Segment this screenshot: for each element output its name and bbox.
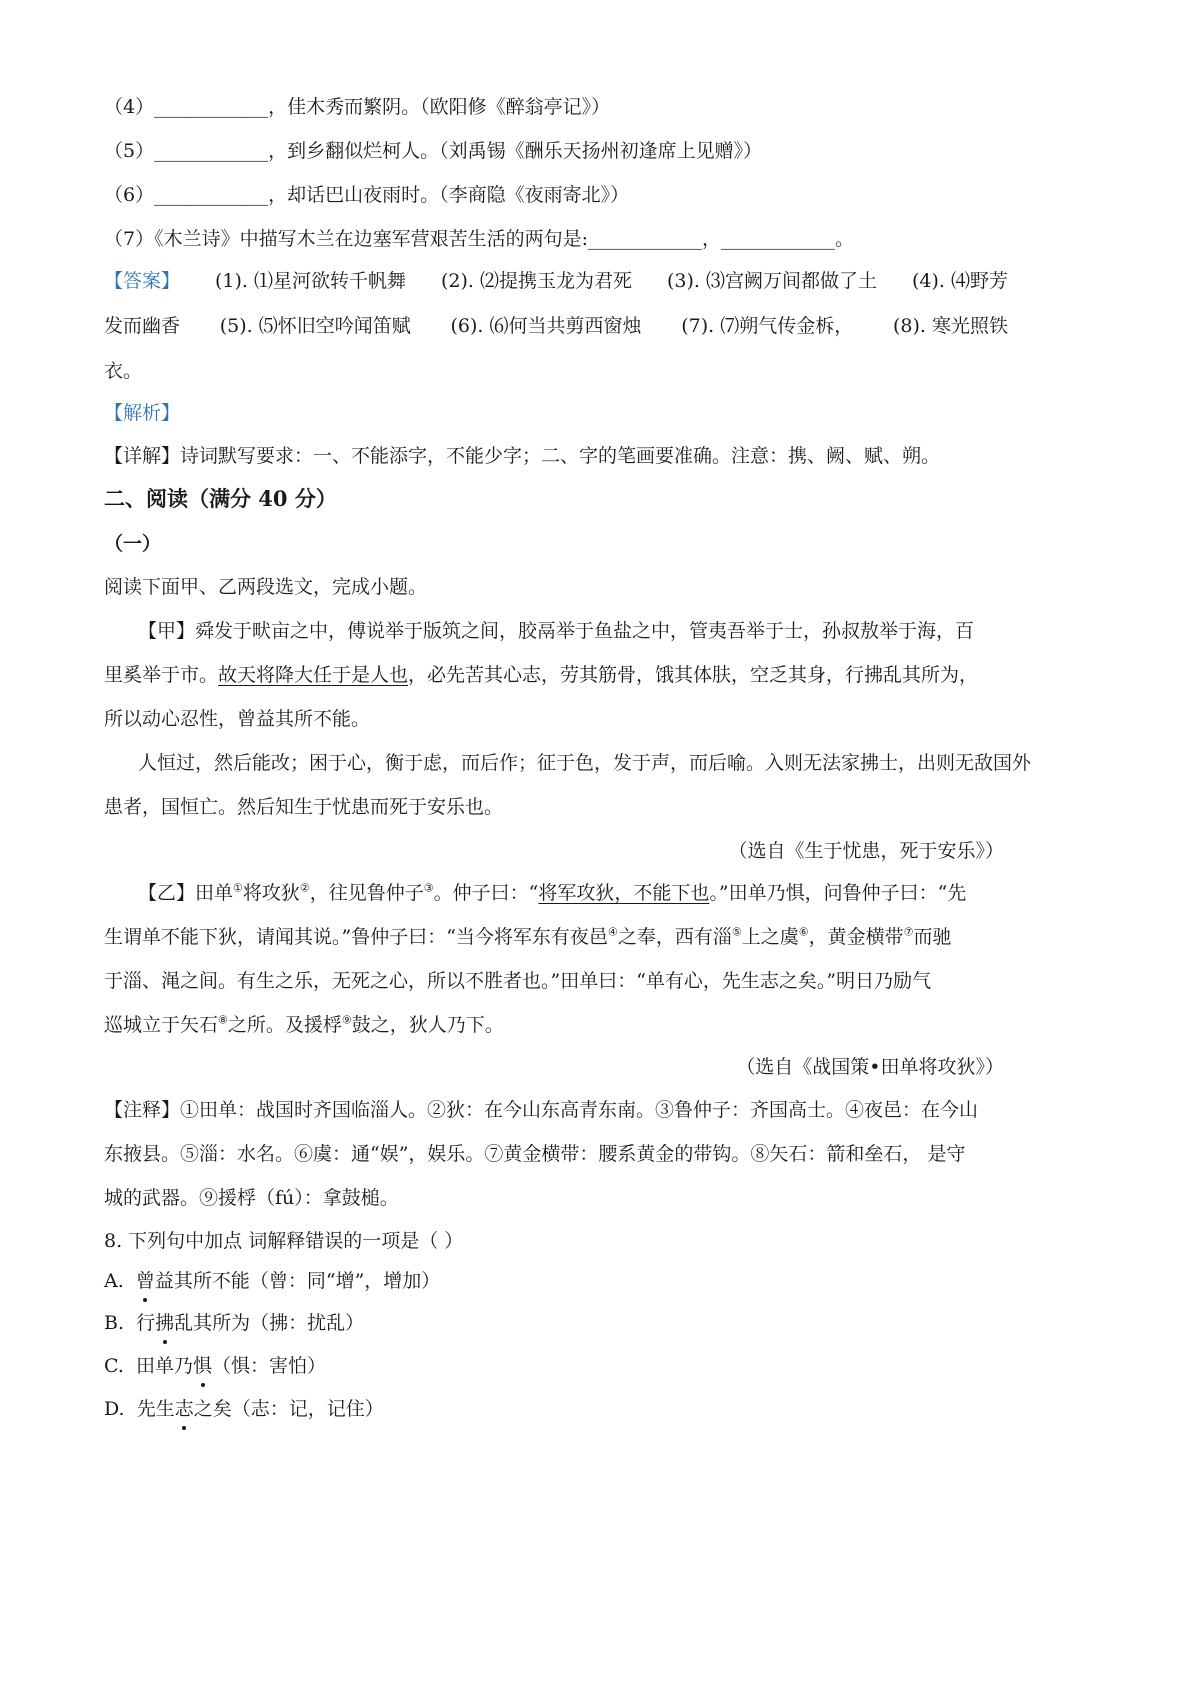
answer-line-2: 发而幽香 (5). ⑸怀旧空吟闻笛赋 (6). ⑹何当共剪西窗烛 (7). ⑺朔气传金柝， (8). 寒光照铁 — [104, 315, 1008, 337]
option-a: A. 曾益其所不能（曾：同“增”，增加） — [104, 1270, 441, 1292]
answer-item: (3). ⑶宫阙万间都做了土 — [666, 270, 877, 292]
answer-item: (8). 寒光照铁 — [892, 315, 1008, 337]
passage-jia-line: 人恒过，然后能改；困于心，衡于虑，而后作；征于色，发于声，而后喻。入则无法家拂士，出则无敌国外 — [138, 752, 1032, 774]
analysis-detail: 【详解】诗词默写要求：一、不能添字，不能少字；二、字的笔画要准确。注意：携、阙、赋、朔。 — [104, 445, 941, 467]
notes-line: 城的武器。⑨援桴（fú）：拿鼓槌。 — [104, 1187, 399, 1209]
recitation-q6: （6）____________，却话巴山夜雨时。（李商隐《夜雨寄北》） — [104, 184, 630, 206]
answer-item: (4). ⑷野芳 — [911, 270, 1008, 292]
answer-line-1 — [104, 268, 1008, 294]
underlined-sentence: 故天将降大任于是人也 — [218, 664, 409, 686]
passage-yi-line: 于淄、渑之间。有生之乐，无死之心，所以不胜者也。”田单曰：“单有心，先生志之矣。”明日乃励气 — [104, 970, 932, 992]
dotted-word: 惧 — [193, 1355, 213, 1377]
recitation-q7: （7）《木兰诗》中描写木兰在边塞军营艰苦生活的两句是:____________，____________。 — [104, 228, 855, 250]
answer-line-3: 衣。 — [104, 360, 143, 382]
passage-jia-source: （选自《生于忧患，死于安乐》） — [728, 840, 1004, 862]
passage-yi-source: （选自《战国策•田单将攻狄》） — [736, 1056, 1004, 1078]
passage-jia-line: 患者，国恒亡。然后知生于忧患而死于安乐也。 — [104, 796, 504, 818]
passage-yi-line: 【乙】田单①将攻狄②，往见鲁仲子③。仲子曰：“将军攻狄，不能下也。”田单乃惧，问鲁仲子曰：“先 — [138, 881, 967, 904]
answer-item: (5). ⑸怀旧空吟闻笛赋 — [219, 315, 411, 337]
notes-line: 东掖县。⑤淄：水名。⑥虞：通“娱”，娱乐。⑦黄金横带：腰系黄金的带钩。⑧矢石：箭和垒石， 是守 — [104, 1143, 966, 1165]
analysis-tag: 【解析】 — [104, 402, 181, 424]
section-title: 二、阅读（满分 40 分） — [104, 486, 337, 511]
part-heading: （一） — [104, 533, 162, 555]
recitation-q4: （4）____________，佳木秀而繁阴。（欧阳修《醉翁亭记》） — [104, 96, 611, 118]
option-d: D. 先生志之矣（志：记，记住） — [104, 1398, 384, 1420]
reading-instruction: 阅读下面甲、乙两段选文，完成小题。 — [104, 576, 428, 598]
recitation-q5: （5）____________，到乡翻似烂柯人。（刘禹锡《酬乐天扬州初逢席上见赠》） — [104, 140, 763, 162]
answer-item: (7). ⑺朔气传金柝， — [681, 315, 854, 337]
passage-jia-line: 里奚举于市。故天将降大任于是人也，必先苦其心志，劳其筋骨，饿其体肤，空乏其身，行拂乱其所为， — [104, 664, 979, 686]
option-c: C. 田单乃惧（惧：害怕） — [104, 1355, 327, 1377]
passage-jia-line: 【甲】舜发于畎亩之中，傅说举于版筑之间，胶鬲举于鱼盐之中，管夷吾举于士，孙叔敖举于海，百 — [138, 620, 975, 642]
passage-jia-line: 所以动心忍性，曾益其所不能。 — [104, 708, 371, 730]
dotted-word: 拂 — [155, 1312, 175, 1334]
dotted-word: 曾 — [135, 1270, 155, 1292]
answer-tag: 【答案】 — [104, 270, 181, 292]
passage-yi-line: 生谓单不能下狄，请闻其说。”鲁仲子曰：“当今将军东有夜邑④之奉，西有淄⑤上之虞⑥，黄金横带⑦而驰 — [104, 925, 952, 948]
answer-item: (6). ⑹何当共剪西窗烛 — [450, 315, 642, 337]
option-b: B. 行拂乱其所为（拂：扰乱） — [104, 1312, 365, 1334]
answer-item: (2). ⑵提携玉龙为君死 — [440, 270, 632, 292]
notes-line: 【注释】①田单：战国时齐国临淄人。②狄：在今山东高青东南。③鲁仲子：齐国高士。④夜邑：在今山 — [104, 1099, 979, 1121]
underlined-sentence: 将军攻狄，不能下也 — [538, 882, 710, 904]
question-stem: 8. 下列句中加点 词解释错误的一项是（ ） — [104, 1230, 464, 1252]
answer-item: (1). ⑴星河欲转千帆舞 — [214, 270, 406, 292]
dotted-word: 志 — [174, 1398, 194, 1420]
passage-yi-line: 巡城立于矢石⑧之所。及援桴⑨鼓之，狄人乃下。 — [104, 1013, 504, 1036]
